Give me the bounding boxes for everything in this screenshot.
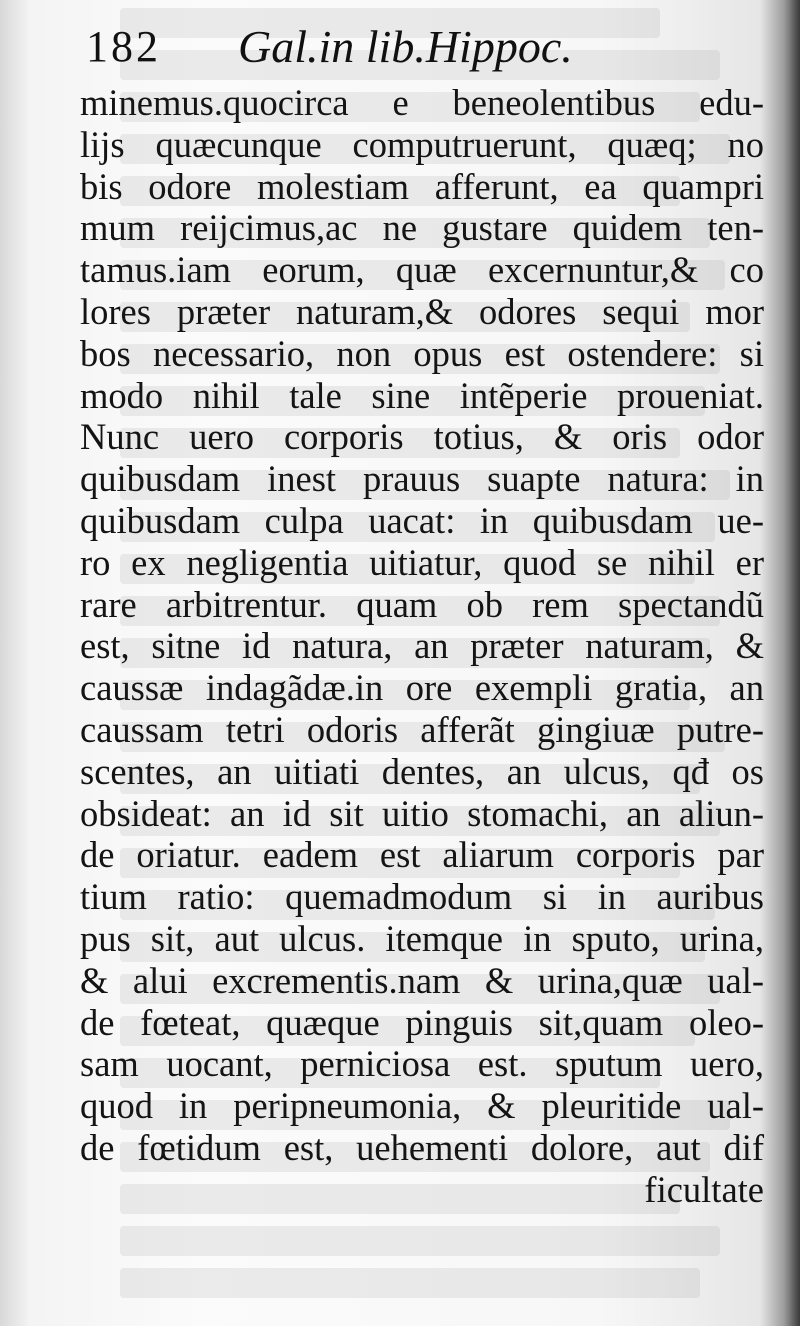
text-line: tamus.iam eorum, quæ excernuntur,& co	[80, 249, 764, 291]
text-line: obsideat: an id sit uitio stomachi, an aliun-	[80, 792, 764, 834]
bleed-through-line	[120, 1268, 700, 1298]
text-line: de fœteat, quæque pinguis sit,quam oleo-	[80, 1001, 764, 1043]
text-line: caussæ indagãdæ.in ore exempli gratia, an	[80, 667, 764, 709]
text-line: de oriatur. eadem est aliarum corporis par	[80, 834, 764, 876]
catchword: ficultate	[644, 1168, 764, 1210]
text-line: rare arbitrentur. quam ob rem spectandũ	[80, 583, 764, 625]
text-line: est, sitne id natura, an præter naturam, &	[80, 625, 764, 667]
body-text	[80, 82, 764, 1211]
text-line: lijs quæcunque computruerunt, quæq; no	[80, 123, 764, 165]
text-line: quibusdam inest prauus suapte natura: in	[80, 458, 764, 500]
page-edge-shadow	[784, 0, 800, 1326]
text-line: scentes, an uitiati dentes, an ulcus, qđ os	[80, 750, 764, 792]
text-line: ro ex negligentia uitiatur, quod se nihil er	[80, 541, 764, 583]
text-line: mum reijcimus,ac ne gustare quidem ten-	[80, 207, 764, 249]
page-number: 182	[86, 22, 161, 71]
text-line: bis odore molestiam afferunt, ea quampri	[80, 165, 764, 207]
text-line: lores præter naturam,& odores sequi mor	[80, 290, 764, 332]
text-line: minemus.quocirca e beneolentibus edu-	[80, 82, 764, 123]
text-line: pus sit, aut ulcus. itemque in sputo, urina,	[80, 917, 764, 959]
text-line: quibusdam culpa uacat: in quibusdam ue-	[80, 499, 764, 541]
text-line: sam uocant, perniciosa est. sputum uero,	[80, 1043, 764, 1085]
text-line: caussam tetri odoris afferãt gingiuæ putre-	[80, 708, 764, 750]
text-line: modo nihil tale sine intẽperie proueniat.	[80, 374, 764, 416]
text-line: quod in peripneumonia, & pleuritide ual-	[80, 1085, 764, 1127]
text-line: bos necessario, non opus est ostendere: si	[80, 332, 764, 374]
text-line: de fœtidum est, uehementi dolore, aut dif	[80, 1126, 764, 1168]
bleed-through-line	[120, 1226, 720, 1256]
text-line: Nunc uero corporis totius, & oris odor	[80, 416, 764, 458]
text-line: & alui excrementis.nam & urina,quæ ual-	[80, 959, 764, 1001]
running-title: Gal.in lib.Hippoc.	[238, 21, 573, 72]
text-line: tium ratio: quemadmodum si in auribus	[80, 876, 764, 918]
running-head	[86, 20, 746, 74]
